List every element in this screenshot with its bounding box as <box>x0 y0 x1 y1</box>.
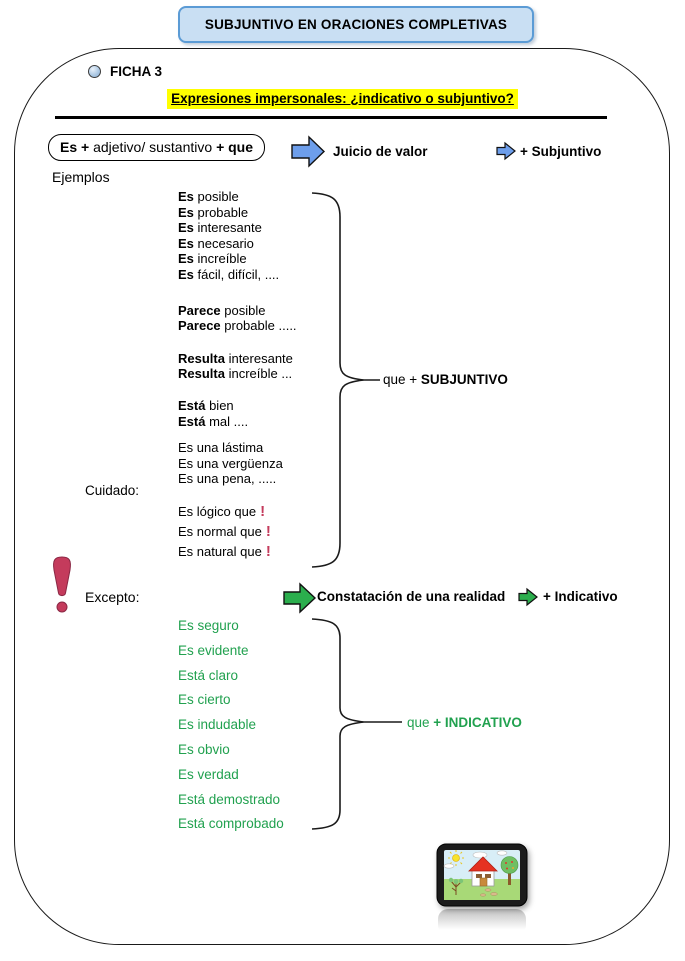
expression-rest: posible <box>193 189 239 204</box>
example-line <box>178 220 297 236</box>
parece-group <box>178 303 297 334</box>
expression-verb: Es <box>178 235 194 251</box>
tablet-house-image <box>436 843 528 907</box>
expression-text: Es obvio <box>178 741 230 757</box>
exclamation-mark: ! <box>265 522 271 540</box>
example-line <box>178 318 297 334</box>
ficha-badge: FICHA 3 <box>110 64 163 79</box>
es-group <box>178 189 297 283</box>
expression-verb: Está <box>178 413 206 429</box>
page-title <box>178 6 534 43</box>
subjunctive-mode-label: + Subjuntivo <box>520 144 602 159</box>
rule-bold: + INDICATIVO <box>433 715 522 730</box>
ficha-header <box>88 64 162 79</box>
expression-verb: Es <box>178 189 194 204</box>
rule-prefix: que + <box>383 372 421 387</box>
reality-statement-label: Constatación de una realidad <box>317 589 506 604</box>
expression-verb: Resulta <box>178 350 225 366</box>
expression-rest: posible <box>220 302 266 318</box>
expression-text: Es verdad <box>178 766 239 782</box>
example-line <box>178 788 284 813</box>
expression-text: Está claro <box>178 667 239 683</box>
example-line <box>178 366 297 382</box>
example-line <box>178 303 297 319</box>
indicative-rule-label <box>407 715 522 730</box>
divider-line <box>55 116 607 119</box>
resulta-group <box>178 351 297 382</box>
expression-text: Es normal que <box>178 523 262 539</box>
plain-group <box>178 440 297 487</box>
expression-rest: necesario <box>193 235 254 251</box>
expression-text: Es natural que <box>178 543 262 559</box>
expression-text: Es cierto <box>178 692 231 708</box>
rule-prefix: que <box>407 715 434 730</box>
expression-text: Es lógico que <box>178 503 257 519</box>
esta-group <box>178 398 297 429</box>
excepto-label: Excepto: <box>85 589 140 605</box>
exclamation-icon <box>48 556 76 616</box>
example-line <box>178 522 297 542</box>
formula-box <box>48 134 265 161</box>
expression-verb: Parece <box>178 318 221 334</box>
example-line <box>178 440 297 456</box>
expression-rest: probable <box>193 204 249 220</box>
example-line <box>178 614 284 639</box>
example-line <box>178 189 297 205</box>
curly-brace-subjunctive <box>306 191 386 571</box>
examples-heading: Ejemplos <box>52 169 110 185</box>
expression-rest: probable ..... <box>220 318 297 334</box>
expression-verb: Es <box>178 204 194 220</box>
example-line <box>178 398 297 414</box>
expression-rest: increíble ... <box>224 366 293 382</box>
ficha-subtitle: Expresiones impersonales: ¿indicativo o subjuntivo? <box>167 89 518 109</box>
expression-text: Es una vergüenza <box>178 455 283 471</box>
example-line <box>178 688 284 713</box>
example-line <box>178 471 297 487</box>
cuidado-group <box>178 502 297 562</box>
exclamation-mark: ! <box>265 542 271 560</box>
example-line <box>178 639 284 664</box>
formula-bold-start: Es + <box>60 139 90 155</box>
exclamation-mark: ! <box>260 502 266 520</box>
expression-text: Es una pena, ..... <box>178 471 277 487</box>
indicative-examples <box>178 614 284 837</box>
rule-bold: SUBJUNTIVO <box>420 372 508 387</box>
expression-verb: Es <box>178 220 194 236</box>
expression-rest: bien <box>205 397 234 413</box>
small-blue-arrow-icon <box>496 141 517 161</box>
expression-text: Es seguro <box>178 618 239 633</box>
example-line <box>178 205 297 221</box>
expression-verb: Resulta <box>178 366 225 382</box>
example-line <box>178 414 297 430</box>
expression-rest: interesante <box>224 350 293 366</box>
expression-verb: Es <box>178 251 194 267</box>
example-line <box>178 251 297 267</box>
expression-text: Está demostrado <box>178 791 281 807</box>
example-line <box>178 542 297 562</box>
expression-verb: Parece <box>178 302 221 318</box>
example-line <box>178 236 297 252</box>
expression-text: Es una lástima <box>178 440 264 456</box>
expression-rest: fácil, difícil, .... <box>193 266 280 282</box>
green-arrow-icon <box>283 581 317 615</box>
expression-text: Está comprobado <box>178 816 284 832</box>
expression-verb: Está <box>178 397 206 413</box>
curly-brace-indicative <box>306 617 406 833</box>
circle-bullet-icon <box>88 65 101 78</box>
example-line <box>178 502 297 522</box>
small-green-arrow-icon <box>518 587 539 607</box>
subjunctive-examples <box>178 189 297 562</box>
expression-rest: increíble <box>193 251 247 267</box>
example-line <box>178 664 284 689</box>
formula-bold-end: + que <box>216 139 254 155</box>
expression-text: Es evidente <box>178 642 249 658</box>
expression-rest: interesante <box>193 220 262 236</box>
cuidado-label: Cuidado: <box>85 483 140 498</box>
indicative-mode-label: + Indicativo <box>543 589 618 604</box>
expression-rest: mal .... <box>205 413 249 429</box>
page-title-text: SUBJUNTIVO EN ORACIONES COMPLETIVAS <box>204 17 508 32</box>
example-line <box>178 351 297 367</box>
subjunctive-rule-label <box>383 372 508 387</box>
example-line <box>178 713 284 738</box>
subtitle-row <box>0 89 685 109</box>
expression-verb: Es <box>178 266 194 282</box>
example-line <box>178 812 284 837</box>
expression-text: Es indudable <box>178 717 257 733</box>
example-line <box>178 738 284 763</box>
blue-arrow-icon <box>291 135 326 168</box>
tablet-reflection <box>438 909 526 935</box>
example-line <box>178 267 297 283</box>
judgment-label: Juicio de valor <box>333 144 428 159</box>
example-line <box>178 763 284 788</box>
example-line <box>178 456 297 472</box>
formula-middle: adjetivo/ sustantivo <box>89 139 217 155</box>
